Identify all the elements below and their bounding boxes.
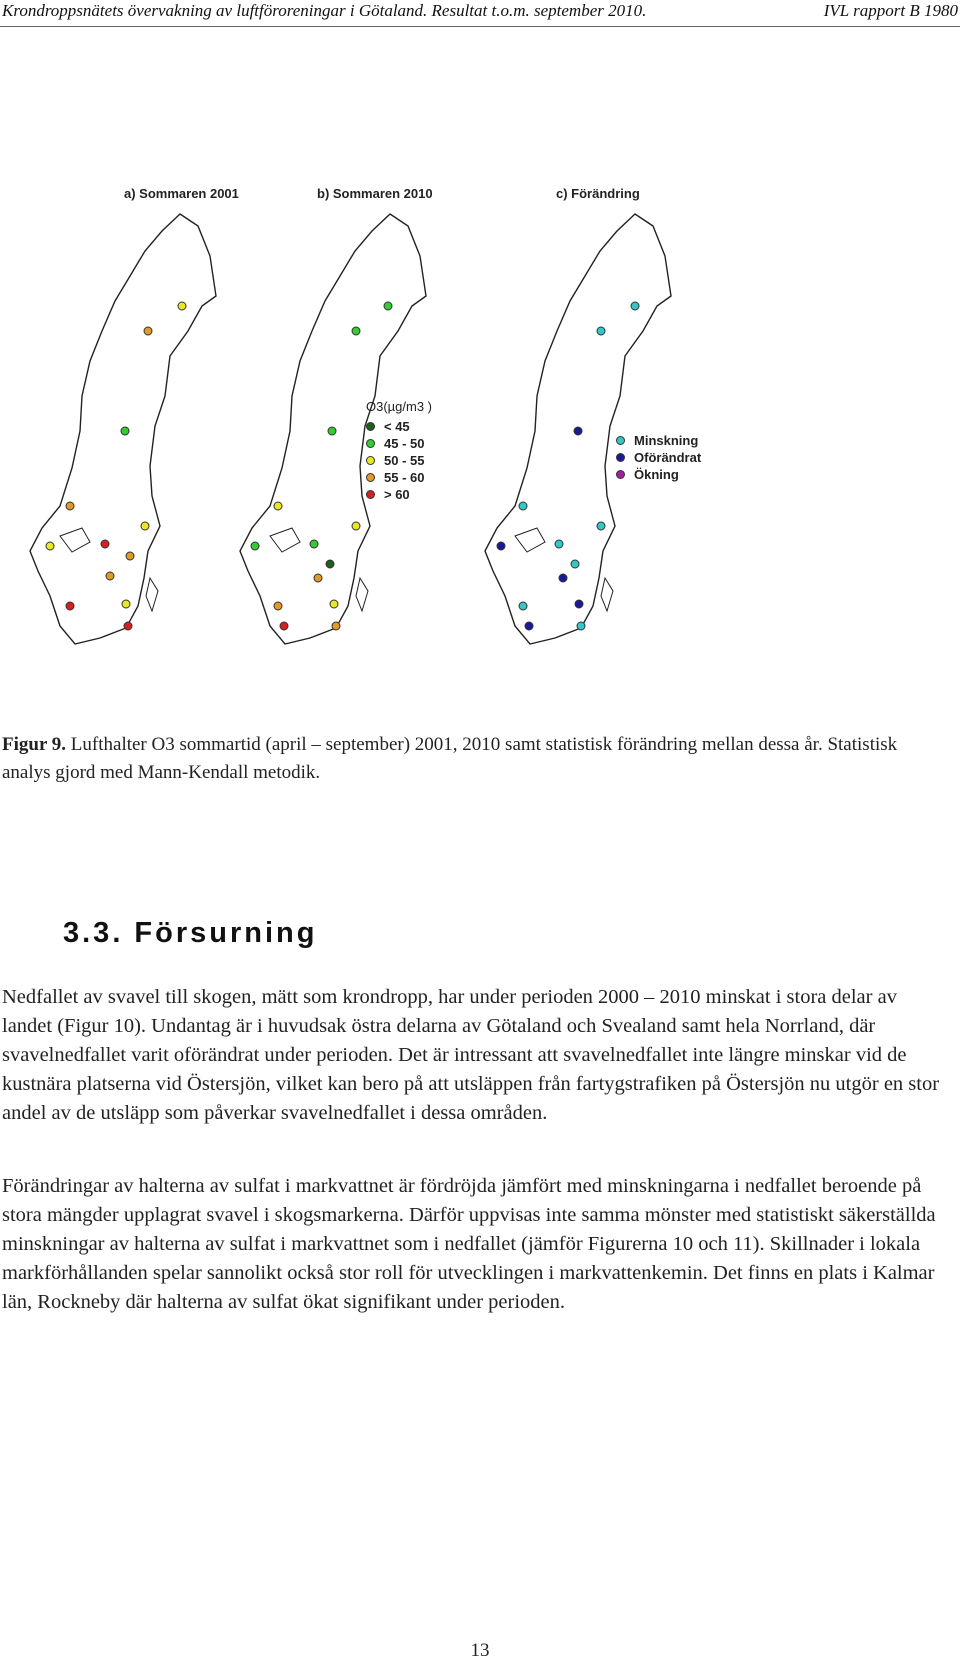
site-marker [280,622,288,630]
site-marker [124,622,132,630]
site-marker [519,602,527,610]
legend-o3-item [366,452,432,469]
legend-change-label: Oförändrat [634,450,702,465]
site-marker [328,427,336,435]
legend-change [616,432,701,483]
map-sommaren-2001 [20,206,250,666]
site-marker [559,574,567,582]
figure-caption [2,731,932,787]
panel-title-b: b) Sommaren 2010 [317,186,433,201]
page-header [0,0,960,26]
panel-title-c: c) Förändring [556,186,640,201]
site-marker [46,542,54,550]
site-marker [121,427,129,435]
legend-o3-item [366,435,432,452]
site-marker [384,302,392,310]
header-rule [0,26,960,27]
legend-o3-label: < 45 [384,419,410,434]
site-marker [597,522,605,530]
site-marker [577,622,585,630]
site-marker [66,602,74,610]
legend-dot-icon [366,439,375,448]
legend-dot-icon [366,422,375,431]
section-heading: 3.3. Försurning [63,917,318,949]
figure-9 [20,186,940,706]
legend-o3 [366,398,432,503]
legend-change-item [616,466,701,483]
legend-dot-icon [616,470,625,479]
legend-dot-icon [616,436,625,445]
legend-change-item [616,449,701,466]
legend-o3-label: > 60 [384,487,410,502]
legend-o3-item [366,486,432,503]
site-marker [106,572,114,580]
site-marker [326,560,334,568]
site-marker [555,540,563,548]
island [356,578,368,611]
site-marker [66,502,74,510]
site-marker [314,574,322,582]
legend-o3-item [366,418,432,435]
caption-text: Lufthalter O3 sommartid (april – september) 2001, 2010 samt statistisk förändring mellan dessa år. Statistisk analys gjord med Mann-Kendall metodik. [2,734,898,783]
site-marker [497,542,505,550]
site-marker [251,542,259,550]
legend-change-item [616,432,701,449]
site-marker [274,502,282,510]
legend-dot-icon [366,456,375,465]
island [601,578,613,611]
site-marker [574,427,582,435]
page-number: 13 [470,1640,490,1661]
site-marker [631,302,639,310]
legend-change-label: Minskning [634,433,699,448]
legend-dot-icon [366,490,375,499]
caption-label: Figur 9. [2,734,67,755]
site-marker [126,552,134,560]
site-marker [330,600,338,608]
legend-o3-item [366,469,432,486]
site-marker [144,327,152,335]
legend-change-label: Ökning [634,467,679,482]
site-marker [332,622,340,630]
legend-o3-label: 50 - 55 [384,453,425,468]
site-marker [141,522,149,530]
header-report-title: Krondroppsnätets övervakning av luftföroreningar i Götaland. Resultat t.o.m. september 2010. [2,1,647,20]
site-marker [525,622,533,630]
site-marker [352,327,360,335]
legend-o3-title: O3(µg/m3 ) [366,399,433,414]
site-marker [274,602,282,610]
site-marker [575,600,583,608]
sweden-map-a [20,206,250,666]
site-marker [597,327,605,335]
site-marker [178,302,186,310]
site-marker [310,540,318,548]
site-marker [352,522,360,530]
panel-title-a: a) Sommaren 2001 [124,186,239,201]
legend-dot-icon [366,473,375,482]
site-marker [519,502,527,510]
legend-dot-icon [616,453,625,462]
site-marker [122,600,130,608]
header-report-number: IVL rapport B 1980 [823,1,958,20]
site-marker [101,540,109,548]
paragraph-1: Nedfallet av svavel till skogen, mätt som krondropp, har under perioden 2000 – 2010 minskat i stora delar av landet (Figur 10). Undantag är i huvudsak östra delarna av Götaland och Svealand samt hela Norrland, där svavelnedfallet varit oförändrat under perioden. Det är intressant att svavelnedfallet inte längre minskar vid de kustnära platserna vid Östersjön, vilket kan bero på att utsläppen från fartygstrafiken på Östersjön nu utgör en stor andel av de utsläpp som påverkar svavelnedfallet i dessa områden. [2,986,940,1124]
site-marker [571,560,579,568]
legend-o3-label: 45 - 50 [384,436,425,451]
paragraph-2: Förändringar av halterna av sulfat i markvattnet är fördröjda jämfört med minskningarna i nedfallet beroende på stora mängder upplagrat svavel i skogsmarkerna. Därför uppvisas inte samma mönster med statistiskt säkerställda minskningar av halterna av sulfat i markvattnet som i nedfallet (jämför Figurerna 10 och 11). Skillnader i lokala markförhållanden spelar sannolikt också stor roll för utvecklingen i markvattenkemin. Det finns en plats i Kalmar län, Rockneby där halterna av sulfat ökat signifikant under perioden. [2,1175,936,1313]
legend-o3-label: 55 - 60 [384,470,425,485]
island [146,578,158,611]
